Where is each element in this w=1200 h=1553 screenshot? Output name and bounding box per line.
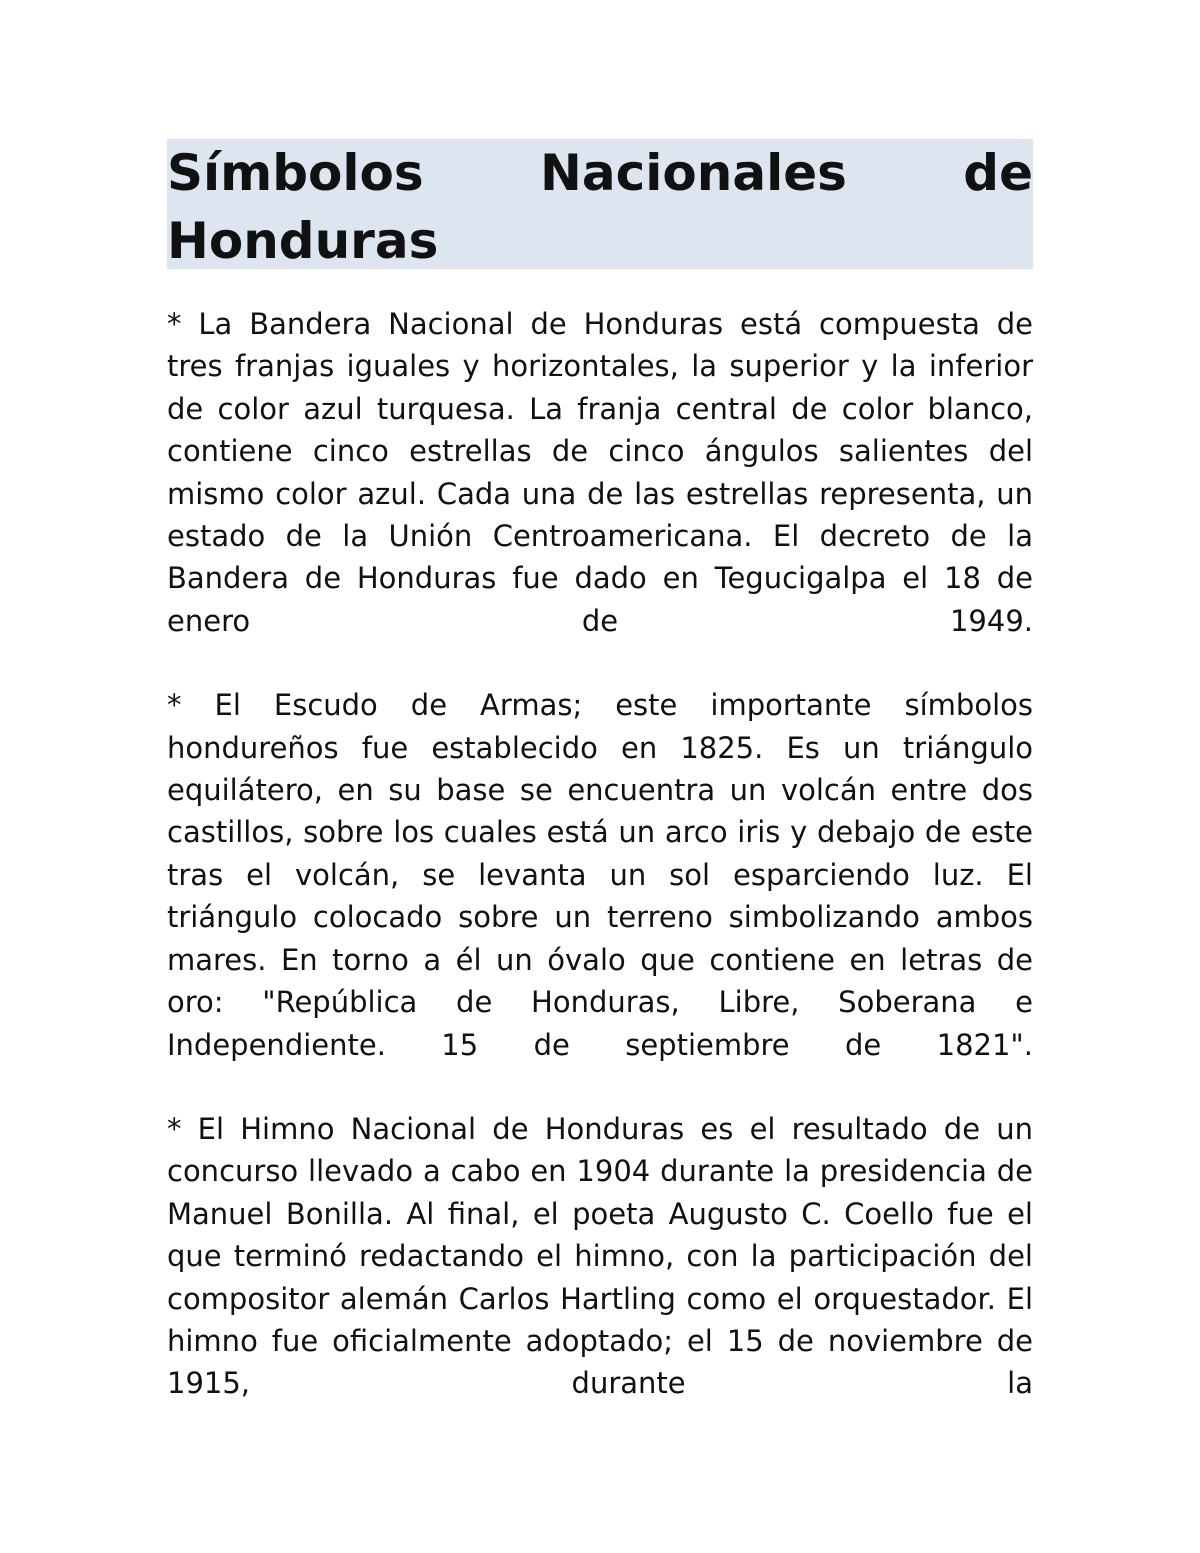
page-title: Símbolos Nacionales de Honduras [167,144,1033,270]
paragraph-escudo: * El Escudo de Armas; este importante símbolos hondureños fue establecido en 1825. Es un triángulo equilátero, en su base se encuentra un volcán entre dos castillos, sobre los cuales está un arco iris y debajo de este tras el volcán, se levanta un sol esparciendo luz. El triángulo colocado sobre un terreno simbolizando ambos mares. En torno a él un óvalo que contiene en letras de oro: "República de Honduras, Libre, Soberana e Independiente. 15 de septiembre de 1821". [167,688,1033,1062]
title-highlight [167,139,1033,269]
paragraph-himno: * El Himno Nacional de Honduras es el resultado de un concurso llevado a cabo en 1904 durante la presidencia de Manuel Bonilla. Al final, el poeta Augusto C. Coello fue el que terminó redactando el himno, con la participación del compositor alemán Carlos Hartling como el orquestador. El himno fue oficialmente adoptado; el 15 de noviembre de 1915, durante la [167,1111,1033,1401]
paragraph-bandera: * La Bandera Nacional de Honduras está compuesta de tres franjas iguales y horizontales, la superior y la inferior de color azul turquesa. La franja central de color blanco, contiene cinco estrellas de cinco ángulos salientes del mismo color azul. Cada una de las estrellas representa, un estado de la Unión Centroamericana. El decreto de la Bandera de Honduras fue dado en Tegucigalpa el 18 de enero de 1949. [167,307,1033,638]
document-body [167,303,1033,1447]
